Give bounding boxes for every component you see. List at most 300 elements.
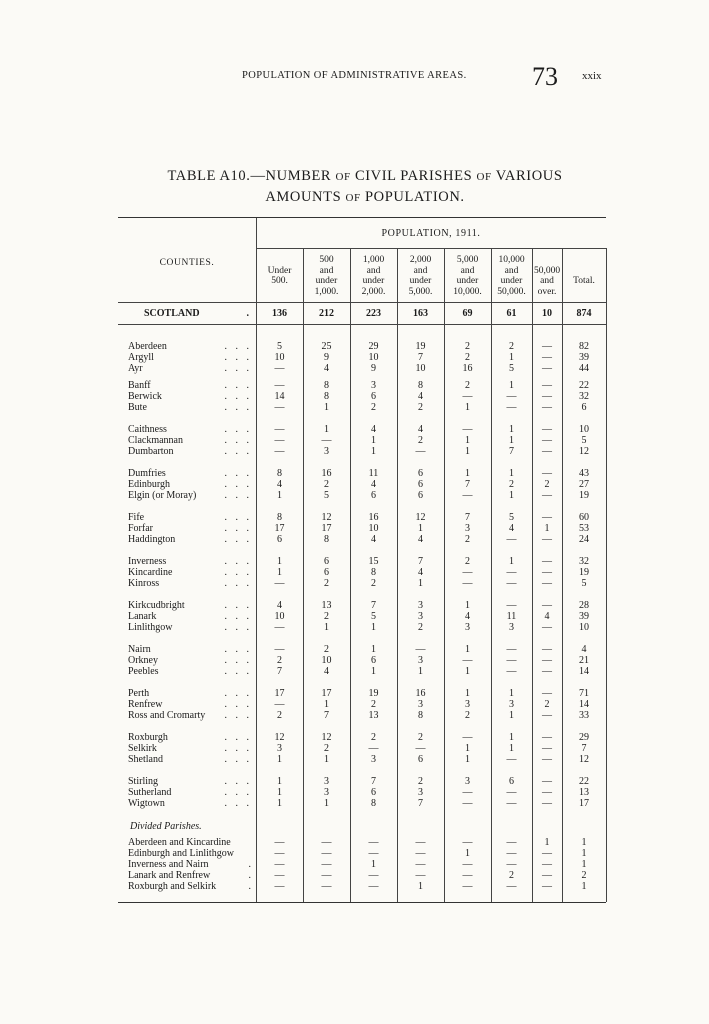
value-cell: 43 [579,468,589,479]
county-row [118,578,606,589]
leader-dots: . . . [224,341,252,352]
value-cell: — [462,859,473,870]
value-cell: 1 [324,699,329,710]
column-header-line: 5,000 [456,255,479,265]
value-cell: 8 [418,710,423,721]
column-header-line: under [500,276,523,286]
leader-dots: . [248,881,254,892]
value-cell: 2 [371,732,376,743]
column-header-line: under [362,276,385,286]
value-cell: 2 [418,435,423,446]
value-cell: 1 [465,446,470,457]
value-cell: 12 [415,512,426,523]
value-cell: 10 [368,352,379,363]
value-cell: 3 [418,787,423,798]
value-cell: 3 [418,611,423,622]
value-cell: — [274,435,285,446]
value-cell: 136 [272,308,287,319]
title-of: OF [345,192,361,204]
column-header-line: 10,000. [453,286,482,297]
value-cell: 1 [277,490,282,501]
value-cell: — [506,666,517,677]
county-name: Shetland [128,754,163,765]
value-cell: — [462,787,473,798]
county-row [118,479,606,490]
counties-heading: COUNTIES. [159,258,215,268]
value-cell: 24 [579,534,589,545]
county-row [118,848,606,859]
value-cell: 82 [579,341,589,352]
value-cell: — [274,699,285,710]
value-cell: 1 [465,848,470,859]
value-cell: — [542,776,552,787]
value-cell: — [274,881,285,892]
column-header-line: 5,000. [408,286,433,297]
column-header-line [533,255,561,266]
value-cell: 1 [277,787,282,798]
value-cell: 1 [324,754,329,765]
value-cell: 1 [324,798,329,809]
value-cell: — [542,655,552,666]
column-header-line [563,287,605,298]
value-cell: — [542,578,552,589]
column-header-line: under [409,276,432,286]
value-cell: 8 [371,567,376,578]
value-cell: — [462,732,473,743]
value-cell: 3 [465,776,470,787]
value-cell: 5 [371,611,376,622]
value-cell: 1 [509,743,514,754]
value-cell: 16 [368,512,379,523]
value-cell: 7 [277,666,282,677]
value-cell: 1 [509,435,514,446]
value-cell: — [542,402,552,413]
county-name: Edinburgh and Linlithgow [128,848,234,859]
leader-dots: . . . [224,655,252,666]
value-cell: 10 [415,363,426,374]
value-cell: 8 [324,391,329,402]
value-cell: 2 [509,479,514,490]
leader-dots: . . . [224,578,252,589]
value-cell: — [274,859,285,870]
county-row [118,380,606,391]
value-cell: 5 [509,363,514,374]
value-cell: 39 [579,352,589,363]
value-cell: 163 [413,308,428,319]
value-cell: 1 [465,402,470,413]
column-header [257,255,302,297]
county-row [118,534,606,545]
value-cell: — [542,341,552,352]
page-header [0,62,709,91]
value-cell: 4 [465,611,470,622]
value-cell: 2 [465,710,470,721]
value-cell: — [542,754,552,765]
value-cell: 2 [371,578,376,589]
value-cell: 12 [579,754,589,765]
value-cell: — [542,881,552,892]
value-cell: 7 [581,743,587,754]
value-cell: 1 [371,435,376,446]
value-cell: 13 [368,710,379,721]
title-part: CIVIL PARISHES [354,168,473,184]
county-name: Argyll [128,352,154,363]
value-cell: 1 [324,402,329,413]
county-row [118,787,606,798]
value-cell: — [506,754,517,765]
county-row [118,776,606,787]
leader-dots: . . . [224,479,252,490]
value-cell: 7 [465,479,470,490]
county-name: Clackmannan [128,435,183,446]
value-cell: 2 [324,644,329,655]
value-cell: 1 [581,881,587,892]
value-cell: 60 [579,512,589,523]
value-cell: — [274,848,285,859]
value-cell: 1 [581,859,587,870]
value-cell: — [321,848,332,859]
value-cell: 2 [418,622,423,633]
value-cell: — [462,424,473,435]
value-cell: — [415,837,426,848]
county-name: Fife [128,512,145,523]
value-cell: — [542,732,552,743]
leader-dots: . . . [224,732,252,743]
value-cell: 4 [544,611,550,622]
value-cell: 15 [368,556,379,567]
value-cell: 2 [509,341,514,352]
value-cell: 4 [418,567,423,578]
value-cell: 1 [509,424,514,435]
column-header-line: and [319,265,334,276]
value-cell: — [542,743,552,754]
value-cell: 1 [324,622,329,633]
value-cell: 3 [277,743,282,754]
value-cell: 4 [418,534,423,545]
county-name: Bute [128,402,147,413]
value-cell: 3 [371,380,376,391]
county-name: Edinburgh [128,479,171,490]
county-row [118,870,606,881]
county-name: Kirkcudbright [128,600,185,611]
value-cell: — [506,402,517,413]
county-row [118,743,606,754]
county-name: Kincardine [128,567,173,578]
value-cell: 2 [418,732,423,743]
value-cell: 1 [465,754,470,765]
county-name: Caithness [128,424,167,435]
value-cell: 3 [418,600,423,611]
value-cell: — [368,881,379,892]
value-cell: 2 [544,699,550,710]
value-cell: 4 [324,666,329,677]
column-header-line [257,255,302,266]
column-header [304,255,349,297]
value-cell: — [542,798,552,809]
column-header-line: 500. [271,276,288,286]
value-cell: 3 [324,787,329,798]
value-cell: 1 [418,578,423,589]
value-cell: — [462,567,473,578]
county-name: Roxburgh [128,732,168,743]
county-row [118,688,606,699]
value-cell: 6 [371,655,376,666]
title-part: TABLE A10.—NUMBER [167,168,332,184]
value-cell: — [542,870,552,881]
leader-dots: . . . [224,446,252,457]
value-cell: 2 [465,534,470,545]
value-cell: 12 [321,732,332,743]
leader-dots: . . . [224,776,252,787]
value-cell: 1 [371,622,376,633]
value-cell: 19 [368,688,379,699]
value-cell: 1 [509,732,514,743]
county-row [118,732,606,743]
divided-parishes-heading: Divided Parishes. [130,821,202,832]
title-part: AMOUNTS [265,189,342,205]
county-row [118,622,606,633]
value-cell: 22 [579,776,589,787]
value-cell: 8 [418,380,423,391]
value-cell: 12 [274,732,285,743]
county-row [118,710,606,721]
value-cell: 3 [509,622,514,633]
column-header-line: 50,000. [497,286,526,297]
value-cell: 223 [366,308,381,319]
value-cell: 6 [324,567,329,578]
value-cell: 6 [418,754,423,765]
value-cell: 17 [321,523,332,534]
value-cell: 3 [371,754,376,765]
county-row [118,352,606,363]
value-cell: 1 [465,468,470,479]
value-cell: 3 [509,699,514,710]
value-cell: 1 [465,435,470,446]
county-name: Inverness [128,556,167,567]
county-row [118,611,606,622]
value-cell: 1 [277,754,282,765]
county-name: Nairn [128,644,151,655]
value-cell: — [542,600,552,611]
leader-dots: . . . [224,798,252,809]
value-cell: 5 [581,578,587,589]
value-cell: 1 [371,666,376,677]
column-header-line: 10,000 [498,255,525,265]
column-header-line: and [504,265,519,276]
value-cell: 6 [418,468,423,479]
value-cell: — [506,848,517,859]
county-row [118,666,606,677]
value-cell: — [542,622,552,633]
leader-dots: . . . [224,490,252,501]
value-cell: 2 [371,402,376,413]
value-cell: 4 [277,479,282,490]
value-cell: 8 [324,380,329,391]
column-header-line: 2,000 [409,255,432,265]
value-cell: 44 [579,363,589,374]
value-cell: 6 [581,402,587,413]
leader-dots: . [248,870,254,881]
value-cell: 1 [465,743,470,754]
value-cell: 3 [465,523,470,534]
value-cell: — [368,870,379,881]
title-of: OF [476,171,492,183]
value-cell: 61 [506,308,517,319]
value-cell: 1 [371,446,376,457]
county-name: Forfar [128,523,153,534]
value-cell: — [321,870,332,881]
column-header-line [563,255,605,266]
value-cell: 21 [579,655,589,666]
column-header [445,255,490,297]
value-cell: 1 [581,848,587,859]
value-cell: 4 [371,534,376,545]
value-cell: 2 [465,380,470,391]
value-cell: 32 [579,391,589,402]
value-cell: 2 [544,479,550,490]
value-cell: 1 [544,523,550,534]
value-cell: 1 [277,776,282,787]
value-cell: — [542,352,552,363]
leader-dots: . . . [224,622,252,633]
value-cell: 5 [581,435,587,446]
county-row [118,754,606,765]
value-cell: — [274,870,285,881]
value-cell: — [462,870,473,881]
value-cell: — [368,848,379,859]
value-cell: 10 [368,523,379,534]
value-cell: 5 [509,512,514,523]
county-name: Orkney [128,655,158,666]
value-cell: 7 [371,600,376,611]
value-cell: 71 [579,688,589,699]
county-row [118,881,606,892]
county-name: Selkirk [128,743,157,754]
county-row [118,391,606,402]
value-cell: 5 [277,341,282,352]
column-header-line: and [366,265,381,276]
column-header-line: 2,000. [361,286,386,297]
value-cell: — [321,435,332,446]
county-name: Aberdeen and Kincardine [128,837,231,848]
value-cell: — [415,743,426,754]
county-row [118,435,606,446]
value-cell: — [542,848,552,859]
value-cell: 2 [418,402,423,413]
value-cell: 6 [509,776,514,787]
value-cell: — [542,468,552,479]
value-cell: — [506,644,517,655]
value-cell: 874 [576,308,592,319]
value-cell: 8 [371,798,376,809]
value-cell: 2 [465,341,470,352]
value-cell: 1 [509,468,514,479]
title-of: OF [335,171,351,183]
county-name: Haddington [128,534,176,545]
value-cell: — [506,859,517,870]
leader-dots: . . . [224,380,252,391]
value-cell: — [542,512,552,523]
value-cell: 1 [509,352,514,363]
value-cell: 2 [324,743,329,754]
county-name: Ross and Cromarty [128,710,206,721]
scotland-row [118,308,606,319]
value-cell: 3 [324,446,329,457]
county-name: Elgin (or Moray) [128,490,197,501]
value-cell: 3 [465,699,470,710]
column-header-line: 1,000 [362,255,385,265]
value-cell: 8 [277,468,282,479]
column-header-line: Under [267,265,292,276]
column-header [351,255,396,297]
value-cell: 10 [321,655,332,666]
value-cell: — [542,534,552,545]
column-header-line: over. [537,286,557,297]
value-cell: — [321,837,332,848]
value-cell: 1 [465,644,470,655]
value-cell: 2 [324,578,329,589]
leader-dots: . . . [224,611,252,622]
value-cell: 2 [509,870,514,881]
county-name: Berwick [128,391,162,402]
value-cell: — [542,391,552,402]
column-header-line: and [413,265,428,276]
leader-dots: . . . [224,754,252,765]
value-cell: 19 [579,490,589,501]
value-cell: — [462,655,473,666]
value-cell: 12 [579,446,589,457]
population-rule [256,248,606,249]
value-cell: 27 [579,479,589,490]
value-cell: 13 [579,787,589,798]
value-cell: — [368,743,379,754]
value-cell: — [274,644,285,655]
value-cell: 4 [324,363,329,374]
value-cell: 2 [465,352,470,363]
value-cell: 6 [324,556,329,567]
value-cell: 1 [581,837,587,848]
value-cell: — [542,567,552,578]
value-cell: 1 [418,666,423,677]
column-header [533,255,561,297]
leader-dots: . . . [224,688,252,699]
value-cell: 212 [319,308,334,319]
value-cell: 9 [324,352,329,363]
value-cell: 6 [418,490,423,501]
value-cell: — [506,787,517,798]
value-cell: 69 [462,308,473,319]
leader-dots: . . . [224,534,252,545]
county-name: Dumfries [128,468,166,479]
folio-number: 73 [532,62,558,91]
column-rule [606,248,607,902]
column-header-line: under [315,276,338,286]
parish-table [118,217,606,903]
value-cell: — [542,644,552,655]
county-name: Linlithgow [128,622,173,633]
leader-dots: . . . [224,523,252,534]
column-header-line: and [540,276,554,286]
county-name: Roxburgh and Selkirk [128,881,217,892]
value-cell: 1 [277,798,282,809]
value-cell: — [415,644,426,655]
value-cell: — [274,837,285,848]
value-cell: 1 [509,490,514,501]
value-cell: 9 [371,363,376,374]
value-cell: 1 [418,523,423,534]
value-cell: — [506,567,517,578]
value-cell: — [415,848,426,859]
